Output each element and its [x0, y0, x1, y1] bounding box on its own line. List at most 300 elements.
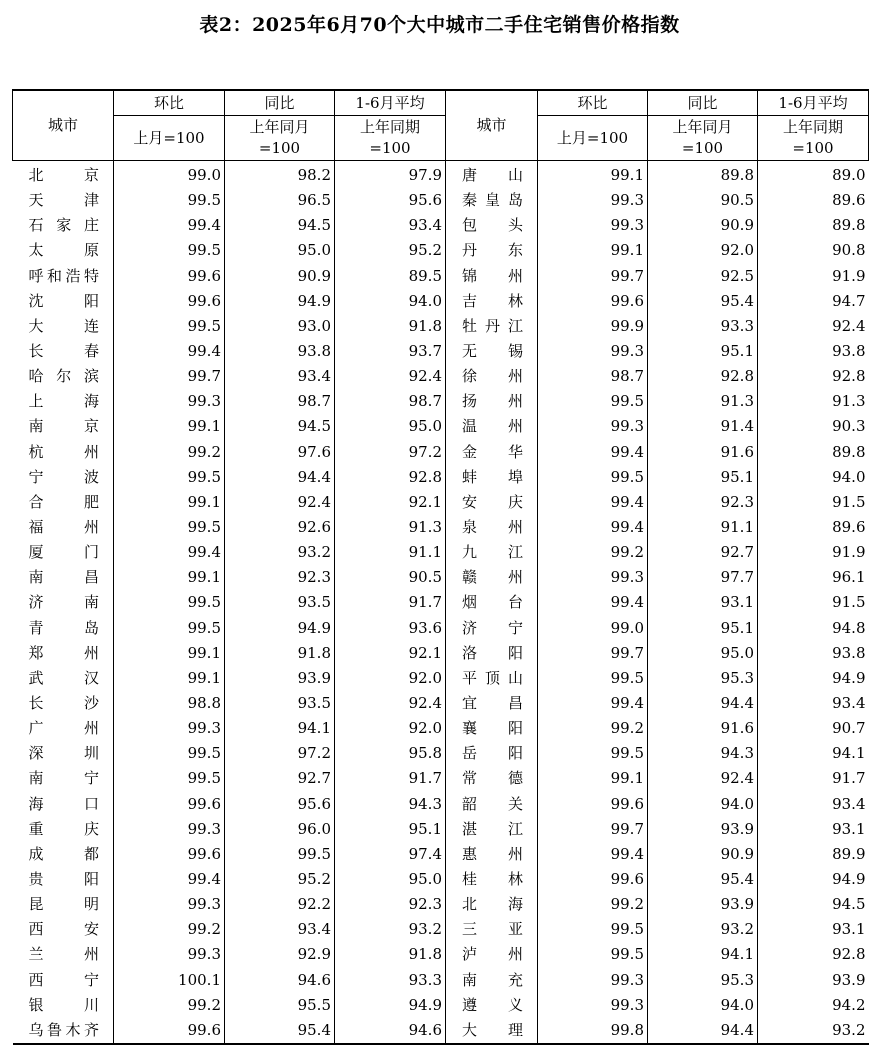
cell-city-right: 九江	[446, 540, 538, 565]
cell-avg-right: 89.8	[758, 213, 869, 238]
cell-avg-left: 94.9	[335, 993, 446, 1018]
cell-avg-left: 94.6	[335, 1018, 446, 1044]
cell-avg-right: 93.1	[758, 817, 869, 842]
cell-avg-left: 92.1	[335, 641, 446, 666]
cell-avg-right: 94.2	[758, 993, 869, 1018]
cell-avg-right: 89.6	[758, 515, 869, 540]
cell-avg-right: 93.8	[758, 339, 869, 364]
cell-yoy-right: 92.0	[648, 238, 758, 263]
cell-avg-left: 95.0	[335, 414, 446, 439]
cell-avg-right: 93.8	[758, 641, 869, 666]
cell-city-right: 安庆	[446, 490, 538, 515]
cell-avg-right: 93.4	[758, 792, 869, 817]
cell-city-left: 济南	[28, 593, 99, 612]
cell-city-left: 上海	[28, 392, 99, 411]
cell-yoy-left: 97.2	[225, 741, 335, 766]
cell-city-right: 洛阳	[446, 641, 538, 666]
cell-mom-left: 99.6	[114, 842, 225, 867]
cell-mom-left: 99.5	[114, 766, 225, 791]
table-row	[13, 792, 869, 817]
table-row	[13, 942, 869, 967]
cell-avg-left: 92.8	[335, 465, 446, 490]
cell-yoy-left: 93.4	[225, 364, 335, 389]
cell-yoy-right: 93.1	[648, 590, 758, 615]
cell-mom-right: 99.2	[538, 540, 648, 565]
header-avg-base-left: 上年同期 =100	[335, 116, 446, 161]
table-row	[13, 590, 869, 615]
table-row	[13, 766, 869, 791]
cell-avg-left: 91.8	[335, 942, 446, 967]
cell-yoy-left: 93.9	[225, 666, 335, 691]
cell-city-left: 兰州	[28, 945, 99, 964]
cell-yoy-right: 95.1	[648, 616, 758, 641]
header-mom-left: 环比	[114, 90, 225, 116]
table-row	[13, 691, 869, 716]
cell-avg-right: 93.2	[758, 1018, 869, 1044]
cell-mom-right: 99.4	[538, 842, 648, 867]
cell-yoy-left: 94.6	[225, 968, 335, 993]
cell-yoy-left: 90.9	[225, 264, 335, 289]
cell-city-left: 青岛	[28, 618, 99, 637]
header-yoy-base-right: 上年同月 =100	[648, 116, 758, 161]
cell-mom-left: 99.5	[114, 616, 225, 641]
cell-yoy-right: 90.9	[648, 842, 758, 867]
table-row	[13, 666, 869, 691]
cell-avg-right: 92.8	[758, 364, 869, 389]
cell-mom-left: 99.5	[114, 741, 225, 766]
table-row	[13, 490, 869, 515]
cell-city-right: 湛江	[446, 817, 538, 842]
cell-city-right: 扬州	[446, 389, 538, 414]
cell-avg-left: 97.2	[335, 440, 446, 465]
cell-avg-left: 91.1	[335, 540, 446, 565]
cell-mom-right: 99.5	[538, 741, 648, 766]
cell-avg-left: 93.4	[335, 213, 446, 238]
cell-avg-right: 94.9	[758, 867, 869, 892]
cell-yoy-left: 92.3	[225, 565, 335, 590]
cell-yoy-left: 96.5	[225, 188, 335, 213]
cell-city-left: 深圳	[28, 744, 99, 763]
cell-mom-right: 99.0	[538, 616, 648, 641]
cell-yoy-right: 92.4	[648, 766, 758, 791]
cell-mom-left: 99.4	[114, 540, 225, 565]
cell-mom-left: 99.2	[114, 917, 225, 942]
cell-avg-right: 89.8	[758, 440, 869, 465]
cell-yoy-right: 91.3	[648, 389, 758, 414]
cell-city-left: 厦门	[28, 543, 99, 562]
header-city-right: 城市	[446, 90, 538, 161]
cell-avg-left: 97.9	[335, 161, 446, 189]
cell-avg-left: 94.3	[335, 792, 446, 817]
cell-city-right: 丹东	[446, 238, 538, 263]
cell-avg-left: 92.0	[335, 666, 446, 691]
cell-avg-left: 95.1	[335, 817, 446, 842]
cell-yoy-right: 93.9	[648, 817, 758, 842]
cell-yoy-right: 94.4	[648, 691, 758, 716]
cell-city-left: 沈阳	[28, 291, 99, 310]
cell-yoy-left: 93.2	[225, 540, 335, 565]
cell-mom-right: 99.3	[538, 993, 648, 1018]
cell-mom-left: 99.4	[114, 213, 225, 238]
cell-mom-left: 98.8	[114, 691, 225, 716]
cell-city-left: 西宁	[28, 970, 99, 989]
cell-mom-left: 99.7	[114, 364, 225, 389]
cell-yoy-right: 95.1	[648, 465, 758, 490]
cell-city-right: 蚌埠	[446, 465, 538, 490]
cell-city-left: 南昌	[28, 568, 99, 587]
cell-avg-right: 94.7	[758, 289, 869, 314]
cell-mom-right: 99.5	[538, 942, 648, 967]
cell-city-left: 太原	[28, 241, 99, 260]
cell-mom-left: 99.3	[114, 817, 225, 842]
cell-yoy-right: 91.1	[648, 515, 758, 540]
cell-city-left: 昆明	[28, 895, 99, 914]
cell-city-right: 锦州	[446, 264, 538, 289]
cell-yoy-left: 97.6	[225, 440, 335, 465]
cell-city-right: 平顶山	[446, 666, 538, 691]
header-row-2	[13, 116, 869, 161]
cell-city-left: 贵阳	[28, 870, 99, 888]
cell-mom-right: 99.5	[538, 666, 648, 691]
cell-city-left: 银川	[28, 995, 99, 1014]
cell-city-right: 无锡	[446, 339, 538, 364]
cell-yoy-left: 99.5	[225, 842, 335, 867]
cell-yoy-left: 94.5	[225, 213, 335, 238]
cell-mom-right: 99.5	[538, 465, 648, 490]
table-row	[13, 339, 869, 364]
cell-yoy-right: 95.4	[648, 289, 758, 314]
cell-mom-right: 99.5	[538, 389, 648, 414]
cell-avg-left: 91.8	[335, 314, 446, 339]
cell-mom-right: 99.4	[538, 490, 648, 515]
cell-avg-right: 91.9	[758, 264, 869, 289]
cell-city-right: 北海	[446, 892, 538, 917]
price-index-table	[12, 89, 869, 1045]
table-row	[13, 842, 869, 867]
cell-yoy-left: 92.6	[225, 515, 335, 540]
cell-avg-left: 89.5	[335, 264, 446, 289]
cell-yoy-left: 92.4	[225, 490, 335, 515]
cell-avg-right: 94.1	[758, 741, 869, 766]
header-avg-base-right: 上年同期 =100	[758, 116, 869, 161]
cell-yoy-right: 94.0	[648, 993, 758, 1018]
table-row	[13, 1018, 869, 1044]
cell-city-right: 襄阳	[446, 716, 538, 741]
cell-avg-left: 93.2	[335, 917, 446, 942]
cell-mom-left: 99.1	[114, 641, 225, 666]
header-yoy-right: 同比	[648, 90, 758, 116]
table-row	[13, 892, 869, 917]
cell-city-right: 惠州	[446, 842, 538, 867]
cell-mom-right: 99.6	[538, 289, 648, 314]
cell-avg-left: 94.0	[335, 289, 446, 314]
cell-mom-left: 99.1	[114, 490, 225, 515]
cell-mom-right: 99.9	[538, 314, 648, 339]
cell-avg-right: 91.5	[758, 590, 869, 615]
cell-avg-left: 95.2	[335, 238, 446, 263]
cell-avg-right: 96.1	[758, 565, 869, 590]
cell-mom-left: 99.5	[114, 314, 225, 339]
cell-city-right: 赣州	[446, 565, 538, 590]
cell-avg-left: 92.3	[335, 892, 446, 917]
cell-mom-left: 99.5	[114, 515, 225, 540]
cell-yoy-right: 93.2	[648, 917, 758, 942]
cell-mom-right: 99.7	[538, 264, 648, 289]
cell-avg-left: 91.7	[335, 590, 446, 615]
cell-mom-right: 99.4	[538, 590, 648, 615]
cell-city-left: 呼和浩特	[28, 266, 99, 285]
header-row-1	[13, 90, 869, 116]
cell-yoy-left: 93.5	[225, 590, 335, 615]
table-row	[13, 238, 869, 263]
table-row	[13, 465, 869, 490]
cell-mom-left: 99.3	[114, 389, 225, 414]
cell-city-left: 南宁	[28, 769, 99, 788]
cell-avg-right: 89.6	[758, 188, 869, 213]
cell-city-left: 武汉	[28, 668, 99, 687]
table-row	[13, 515, 869, 540]
cell-mom-left: 99.1	[114, 565, 225, 590]
cell-yoy-left: 98.2	[225, 161, 335, 189]
cell-yoy-left: 93.4	[225, 917, 335, 942]
cell-yoy-right: 93.3	[648, 314, 758, 339]
cell-mom-left: 99.3	[114, 892, 225, 917]
table-row	[13, 364, 869, 389]
cell-city-right: 岳阳	[446, 741, 538, 766]
cell-mom-left: 99.3	[114, 942, 225, 967]
cell-mom-left: 99.6	[114, 289, 225, 314]
cell-yoy-left: 93.5	[225, 691, 335, 716]
cell-avg-left: 92.0	[335, 716, 446, 741]
cell-mom-left: 99.1	[114, 414, 225, 439]
cell-mom-right: 99.1	[538, 161, 648, 189]
table-row	[13, 817, 869, 842]
cell-mom-left: 99.6	[114, 792, 225, 817]
header-city-left: 城市	[13, 90, 114, 161]
header-yoy-base-left: 上年同月 =100	[225, 116, 335, 161]
cell-city-left: 乌鲁木齐	[13, 1018, 114, 1044]
cell-yoy-right: 95.1	[648, 339, 758, 364]
table-row	[13, 616, 869, 641]
cell-avg-left: 90.5	[335, 565, 446, 590]
cell-yoy-right: 92.7	[648, 540, 758, 565]
cell-yoy-right: 97.7	[648, 565, 758, 590]
cell-mom-right: 99.4	[538, 515, 648, 540]
cell-yoy-right: 95.3	[648, 666, 758, 691]
cell-yoy-left: 95.0	[225, 238, 335, 263]
cell-mom-right: 99.7	[538, 641, 648, 666]
table-row	[13, 414, 869, 439]
cell-yoy-left: 94.5	[225, 414, 335, 439]
table-body	[13, 161, 869, 1044]
cell-city-right: 温州	[446, 414, 538, 439]
cell-yoy-left: 94.9	[225, 289, 335, 314]
cell-mom-left: 99.2	[114, 440, 225, 465]
cell-yoy-right: 89.8	[648, 161, 758, 189]
table-row	[13, 389, 869, 414]
cell-yoy-right: 94.3	[648, 741, 758, 766]
cell-mom-right: 99.3	[538, 968, 648, 993]
cell-city-left: 长沙	[28, 694, 99, 713]
cell-yoy-left: 92.2	[225, 892, 335, 917]
cell-yoy-right: 94.0	[648, 792, 758, 817]
cell-avg-left: 95.8	[335, 741, 446, 766]
cell-city-left: 南京	[28, 417, 99, 436]
cell-mom-right: 99.6	[538, 867, 648, 892]
cell-yoy-left: 95.2	[225, 867, 335, 892]
cell-city-right: 南充	[446, 968, 538, 993]
cell-city-right: 济宁	[446, 616, 538, 641]
cell-city-left: 大连	[28, 316, 99, 335]
header-mom-base-left: 上月=100	[114, 116, 225, 161]
cell-yoy-right: 94.1	[648, 942, 758, 967]
cell-mom-right: 99.5	[538, 917, 648, 942]
table-row	[13, 641, 869, 666]
table-row	[13, 314, 869, 339]
cell-city-left: 杭州	[28, 442, 99, 461]
cell-avg-left: 93.7	[335, 339, 446, 364]
cell-avg-right: 91.9	[758, 540, 869, 565]
cell-mom-left: 99.2	[114, 993, 225, 1018]
cell-yoy-left: 96.0	[225, 817, 335, 842]
cell-avg-right: 91.5	[758, 490, 869, 515]
cell-avg-left: 97.4	[335, 842, 446, 867]
cell-city-left: 石家庄	[28, 216, 99, 235]
cell-yoy-left: 92.9	[225, 942, 335, 967]
cell-yoy-right: 92.3	[648, 490, 758, 515]
cell-mom-right: 99.3	[538, 565, 648, 590]
cell-yoy-left: 94.4	[225, 465, 335, 490]
cell-yoy-left: 95.5	[225, 993, 335, 1018]
cell-mom-right: 99.3	[538, 213, 648, 238]
cell-avg-left: 93.3	[335, 968, 446, 993]
cell-mom-left: 99.3	[114, 716, 225, 741]
cell-mom-right: 99.3	[538, 414, 648, 439]
cell-city-right: 韶关	[446, 792, 538, 817]
cell-yoy-left: 93.8	[225, 339, 335, 364]
cell-mom-left: 99.5	[114, 238, 225, 263]
table-row	[13, 917, 869, 942]
cell-yoy-right: 95.4	[648, 867, 758, 892]
cell-avg-right: 94.5	[758, 892, 869, 917]
cell-yoy-left: 93.0	[225, 314, 335, 339]
cell-mom-right: 99.6	[538, 792, 648, 817]
cell-city-left: 合肥	[28, 492, 99, 511]
cell-yoy-right: 91.6	[648, 440, 758, 465]
cell-city-right: 泉州	[446, 515, 538, 540]
header-mom-right: 环比	[538, 90, 648, 116]
cell-mom-left: 99.0	[114, 161, 225, 189]
header-avg-left: 1-6月平均	[335, 90, 446, 116]
cell-mom-left: 99.5	[114, 590, 225, 615]
table-row	[13, 741, 869, 766]
cell-yoy-left: 95.6	[225, 792, 335, 817]
cell-yoy-right: 95.3	[648, 968, 758, 993]
cell-mom-right: 99.1	[538, 238, 648, 263]
cell-avg-right: 89.0	[758, 161, 869, 189]
cell-city-right: 三亚	[446, 917, 538, 942]
cell-avg-right: 92.8	[758, 942, 869, 967]
cell-avg-left: 92.4	[335, 691, 446, 716]
page-title: 表2：2025年6月70个大中城市二手住宅销售价格指数	[199, 14, 680, 36]
header-yoy-left: 同比	[225, 90, 335, 116]
cell-mom-right: 99.2	[538, 716, 648, 741]
cell-city-left: 北京	[28, 166, 99, 185]
cell-avg-left: 92.4	[335, 364, 446, 389]
cell-city-left: 天津	[28, 191, 99, 210]
cell-mom-left: 99.5	[114, 188, 225, 213]
cell-city-right: 烟台	[446, 590, 538, 615]
cell-avg-right: 94.9	[758, 666, 869, 691]
cell-avg-left: 98.7	[335, 389, 446, 414]
cell-city-right: 泸州	[446, 942, 538, 967]
cell-city-right: 包头	[446, 213, 538, 238]
cell-avg-right: 90.3	[758, 414, 869, 439]
table-row	[13, 264, 869, 289]
cell-city-right: 遵义	[446, 993, 538, 1018]
cell-yoy-right: 94.4	[648, 1018, 758, 1044]
cell-mom-right: 99.4	[538, 440, 648, 465]
cell-yoy-right: 90.9	[648, 213, 758, 238]
cell-city-left: 福州	[28, 518, 99, 537]
cell-city-left: 郑州	[28, 643, 99, 662]
cell-mom-left: 99.4	[114, 867, 225, 892]
cell-city-right: 唐山	[446, 161, 538, 189]
cell-avg-right: 94.0	[758, 465, 869, 490]
cell-mom-left: 99.6	[114, 264, 225, 289]
cell-yoy-right: 93.9	[648, 892, 758, 917]
cell-yoy-left: 94.1	[225, 716, 335, 741]
table-row	[13, 540, 869, 565]
cell-city-right: 金华	[446, 440, 538, 465]
table-row	[13, 968, 869, 993]
table-row	[13, 565, 869, 590]
cell-mom-right: 99.2	[538, 892, 648, 917]
cell-avg-right: 93.1	[758, 917, 869, 942]
table-row	[13, 213, 869, 238]
cell-yoy-right: 92.5	[648, 264, 758, 289]
table-row	[13, 161, 869, 189]
cell-yoy-left: 91.8	[225, 641, 335, 666]
cell-yoy-right: 90.5	[648, 188, 758, 213]
table-row	[13, 188, 869, 213]
cell-city-left: 长春	[28, 342, 99, 361]
cell-avg-left: 91.3	[335, 515, 446, 540]
cell-yoy-right: 91.6	[648, 716, 758, 741]
cell-yoy-left: 98.7	[225, 389, 335, 414]
table-row	[13, 716, 869, 741]
cell-avg-left: 93.6	[335, 616, 446, 641]
cell-city-left: 广州	[28, 719, 99, 738]
cell-city-left: 海口	[28, 794, 99, 813]
cell-avg-right: 94.8	[758, 616, 869, 641]
cell-mom-left: 99.5	[114, 465, 225, 490]
cell-yoy-left: 95.4	[225, 1018, 335, 1044]
cell-city-left: 成都	[28, 844, 99, 863]
cell-yoy-right: 92.8	[648, 364, 758, 389]
cell-avg-right: 90.8	[758, 238, 869, 263]
cell-avg-left: 92.1	[335, 490, 446, 515]
cell-mom-right: 99.3	[538, 188, 648, 213]
cell-mom-left: 99.1	[114, 666, 225, 691]
table-row	[13, 289, 869, 314]
table-row	[13, 867, 869, 892]
cell-city-right: 桂林	[446, 867, 538, 892]
cell-avg-right: 92.4	[758, 314, 869, 339]
cell-avg-right: 90.7	[758, 716, 869, 741]
cell-city-left: 重庆	[28, 819, 99, 838]
cell-city-right: 大理	[446, 1018, 538, 1044]
